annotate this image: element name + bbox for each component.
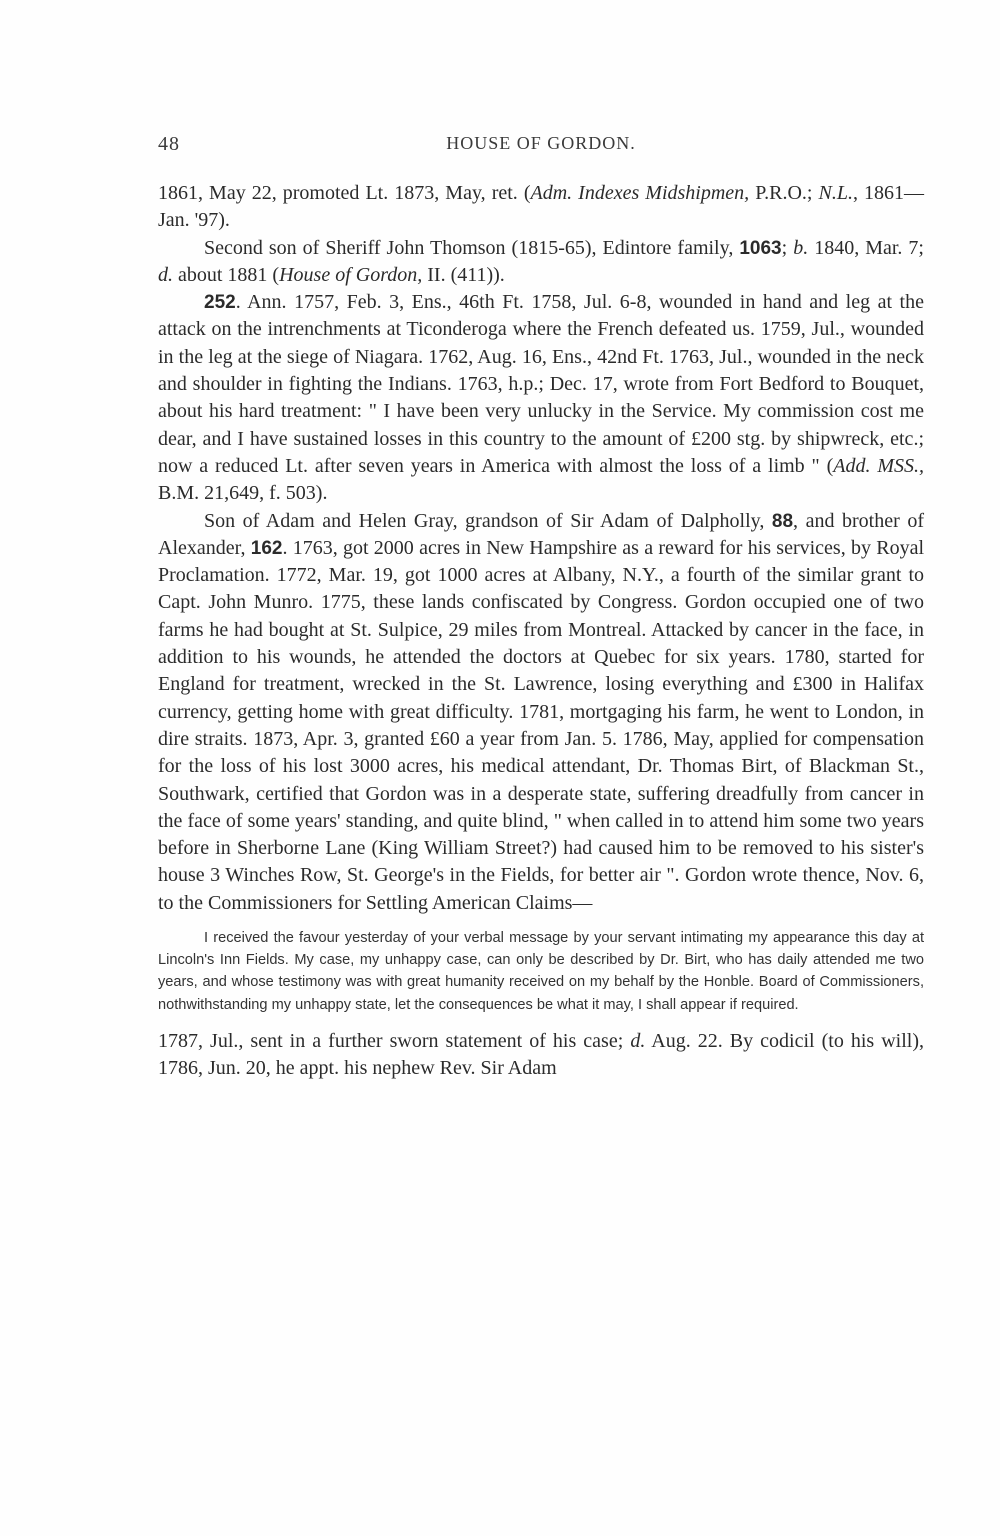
text-run: 1861, May 22, promoted Lt. 1873, May, ret. ( bbox=[158, 182, 531, 204]
page-number: 48 bbox=[158, 133, 180, 155]
text-run: Son of Adam and Helen Gray, grandson of Sir Adam of Dalpholly, bbox=[204, 509, 772, 532]
cross-reference-number: 162 bbox=[250, 537, 283, 559]
text-run: about 1881 ( bbox=[173, 263, 280, 286]
text-run: . 1763, got 2000 acres in New Hampshire as a reward for his services, by Royal Proclamation. 1772, Mar. 19, got 1000 acres at Albany, N.Y., a fourth of the similar grant to Capt. John Munro. 1775, these lands confiscated by Congress. Gordon occupied one of two farms he had bought at St. Sulpice, 29 miles from Montreal. Attacked by cancer in the face, in addition to his wounds, he attended the doctors at Quebec for six years. 1780, started for England for treatment, wrecked in the St. Lawrence, losing everything and £300 in Halifax currency, getting home with great difficulty. 1781, mortgaging his farm, he went to London, in dire straits. 1873, Apr. 3, granted £60 a year from Jan. 5. 1786, May, applied for compensation for the loss of his lost 3000 acres, his medical attendant, Dr. Thomas Birt, of Blackman St., Southwark, certified that Gordon was in a desperate state, suffering dreadfully from cancer in the face of some years' standing, and quite blind, " when called in to attend him some two years before in Sherborne Lane (King William Street?) had caused him to be removed to his sister's house 3 Winches Row, St. George's in the Fields, for better air ". Gordon wrote thence, Nov. 6, to the Commissioners for Settling American Claims— bbox=[158, 536, 925, 914]
abbrev-italic: b. bbox=[793, 236, 809, 259]
running-head: HOUSE OF GORDON. bbox=[446, 133, 636, 153]
cross-reference-number: 88 bbox=[771, 510, 794, 532]
text-run: , and brother of Alexander, bbox=[158, 509, 924, 559]
text-run: II. (411)). bbox=[422, 263, 505, 286]
paragraph-3 bbox=[158, 289, 924, 507]
text-run: P.R.O.; bbox=[749, 182, 819, 204]
citation-italic: Adm. Indexes Midshipmen, bbox=[530, 182, 750, 204]
text-run: Second son of Sheriff John Thomson (1815-65), Edintore family, bbox=[204, 236, 740, 259]
cross-reference-number: 1063 bbox=[739, 237, 782, 259]
citation-italic: N.L. bbox=[818, 182, 853, 204]
paragraph-4 bbox=[158, 508, 924, 917]
text-run: , 1861—Jan. '97). bbox=[158, 182, 925, 232]
entry-number: 252 bbox=[204, 292, 236, 314]
text-run: ; bbox=[781, 236, 794, 259]
citation-italic: Add. MSS., bbox=[833, 454, 924, 477]
text-run: Aug. 22. By codicil (to his will), 1786, Jun. 20, he appt. his nephew Rev. Sir Adam bbox=[158, 1029, 925, 1080]
citation-italic: House of Gordon, bbox=[279, 263, 423, 286]
letter-quote: I received the favour yesterday of your verbal message by your servant intimating my appearance this day at Lincoln's Inn Fields. My case, my unhappy case, can only be described by Dr. Birt, who has daily attended me two years, and whose testimony was with great humanity received on my behalf by the Honble. Board of Commissioners, nothwithstanding my unhappy state, let the consequences be what it may, I shall appear if required. bbox=[158, 930, 924, 1013]
paragraph-2 bbox=[158, 235, 924, 290]
text-run: . Ann. 1757, Feb. 3, Ens., 46th Ft. 1758, Jul. 6-8, wounded in hand and leg at the attack on the intrenchments at Ticonderoga where the French defeated us. 1759, Jul., wounded in the leg at the siege of Niagara. 1762, Aug. 16, Ens., 42nd Ft. 1763, Jul., wounded in the neck and shoulder in fighting the Indians. 1763, h.p.; Dec. 17, wrote from Fort Bedford to Bouquet, about his hard treatment: " I have been very unlucky in the Service. My commission cost me dear, and I have sustained losses in this country to the amount of £200 stg. by shipwreck, etc.; now a reduced Lt. after seven years in America with almost the loss of a limb " ( bbox=[158, 291, 924, 477]
paragraph-5 bbox=[158, 1028, 924, 1083]
text-run: 1787, Jul., sent in a further sworn statement of his case; bbox=[158, 1029, 631, 1052]
page-header bbox=[158, 133, 924, 163]
paragraph-1 bbox=[158, 180, 924, 235]
text-run: 1840, Mar. 7; bbox=[808, 236, 924, 259]
abbrev-italic: d. bbox=[630, 1029, 646, 1052]
abbrev-italic: d. bbox=[158, 263, 173, 286]
text-run: B.M. 21,649, f. 503). bbox=[158, 482, 328, 505]
body-text bbox=[158, 180, 924, 1082]
